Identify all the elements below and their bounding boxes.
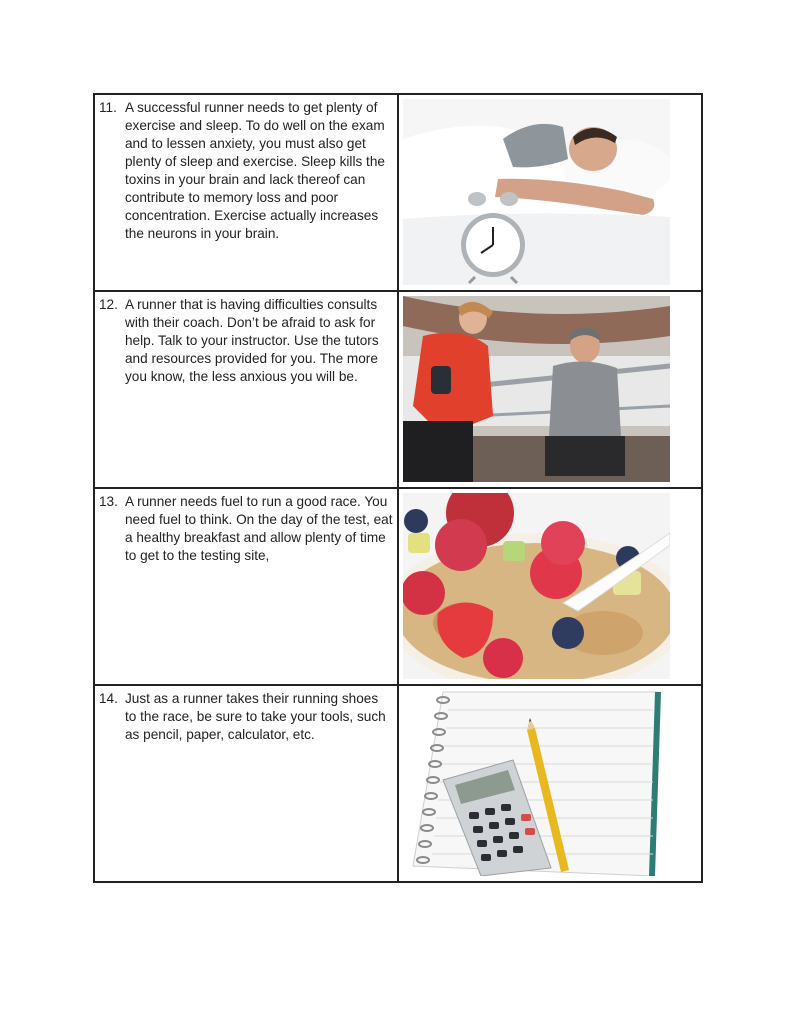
sleeping-man-photo [403, 99, 670, 285]
tip-text-cell [94, 685, 398, 882]
tip-text-cell [94, 94, 398, 291]
item-text: A runner needs fuel to run a good race. You need fuel to think. On the day of the test, eat a healthy breakfast and allow plenty of time to get to the testing site, [125, 494, 393, 563]
item-text: A runner that is having difficulties consults with their coach. Don’t be afraid to ask for help. Talk to your instructor. Use the tutors and resources provided for you. The more you know, the less anxious you will be. [125, 297, 379, 384]
tip-image-cell [398, 94, 702, 291]
item-text: Just as a runner takes their running shoes to the race, be sure to take your tools, such as pencil, paper, calculator, etc. [125, 691, 386, 742]
item-number: 13. [99, 494, 118, 509]
granola-berries-photo [403, 493, 670, 679]
table-row [94, 291, 702, 488]
tip-text-cell [94, 488, 398, 685]
table-row [94, 685, 702, 882]
item-text: A successful runner needs to get plenty of exercise and sleep. To do well on the exam and to lessen anxiety, you must also get plenty of sleep and exercise. Sleep kills the toxins in your brain and lack thereof can contribute to memory loss and poor concentration. Exercise actually increases the neurons in your brain. [125, 100, 385, 241]
item-number: 11. [99, 100, 117, 115]
tips-table [93, 93, 703, 883]
tip-text-cell [94, 291, 398, 488]
item-number: 14. [99, 691, 118, 706]
notebook-calculator-pencil-photo [403, 690, 670, 876]
runner-and-coach-photo [403, 296, 670, 482]
table-row [94, 94, 702, 291]
tip-item-14 [99, 690, 393, 744]
tip-image-cell [398, 685, 702, 882]
tip-item-11 [99, 99, 393, 243]
tip-image-cell [398, 291, 702, 488]
tip-item-13 [99, 493, 393, 565]
tip-item-12 [99, 296, 393, 386]
item-number: 12. [99, 297, 118, 312]
table-row [94, 488, 702, 685]
tip-image-cell [398, 488, 702, 685]
